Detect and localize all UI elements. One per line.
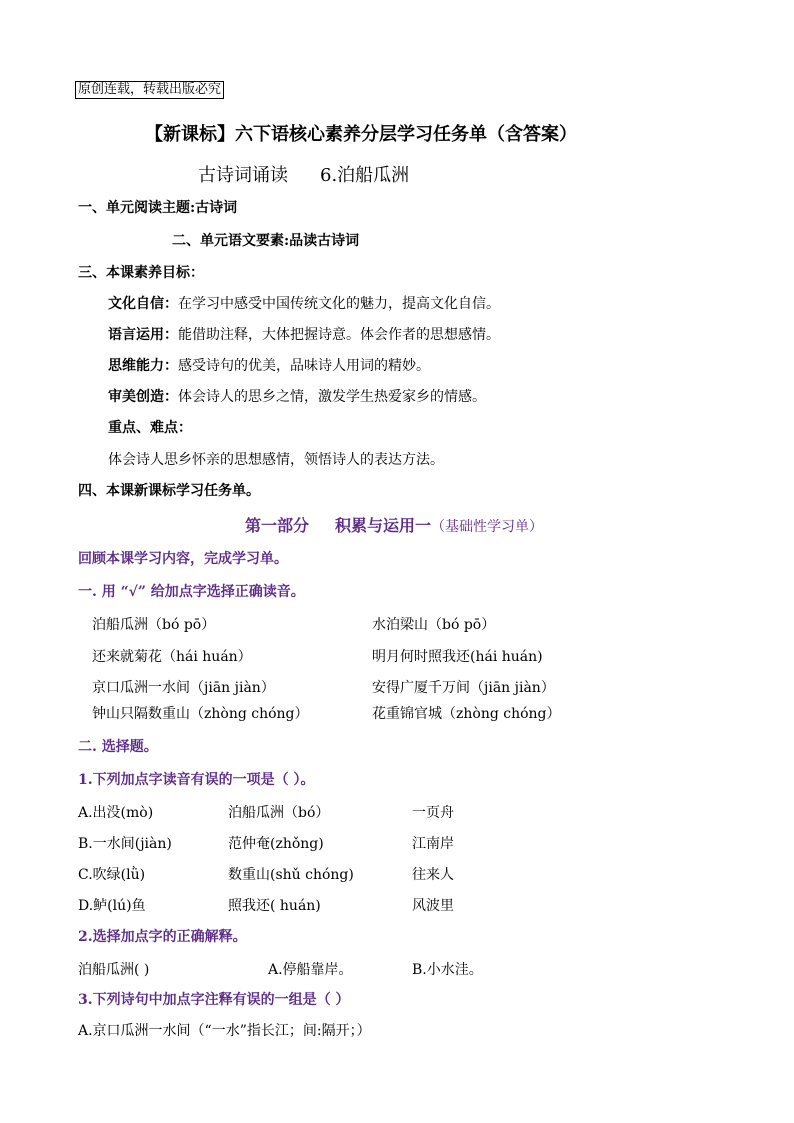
pinyin-item: 水泊梁山（bó pō） xyxy=(372,617,496,633)
goal-text: 能借助注释，大体把握诗意。体会作者的思想感情。 xyxy=(178,327,500,343)
q2-title: 二. 选择题。 xyxy=(78,739,158,755)
intro-text: 回顾本课学习内容，完成学习单。 xyxy=(78,551,288,567)
option-d-2: 照我还( huán) xyxy=(228,898,321,914)
q1-title: 一. 用 “√” 给加点字选择正确读音。 xyxy=(78,584,305,600)
q2-2-option-b: B.小水洼。 xyxy=(412,962,483,978)
option-a: A.出没(mò) xyxy=(78,805,154,821)
pinyin-item: 京口瓜洲一水间（jiān jiàn） xyxy=(92,680,275,696)
section-theme: 一、单元阅读主题:古诗词 xyxy=(78,200,238,216)
q2-3-title: 3.下列诗句中加点字注释有误的一组是（ ） xyxy=(78,992,350,1008)
goal-aesthetic xyxy=(108,386,486,406)
goal-text: 体会诗人的思乡之情，激发学生热爱家乡的情感。 xyxy=(178,389,486,405)
pinyin-item: 花重锦官城（zhòng chóng） xyxy=(372,706,561,722)
option-c-3: 往来人 xyxy=(412,867,454,883)
part1-name: 积累与运用一 xyxy=(335,516,432,535)
goal-label: 语言运用： xyxy=(108,327,178,343)
part1-heading xyxy=(245,513,543,536)
pinyin-item: 安得广厦千万间（jiān jiàn） xyxy=(372,680,555,696)
option-d-3: 风波里 xyxy=(412,898,454,914)
q2-3-option-a: A.京口瓜洲一水间（“一水”指长江；间:隔开；） xyxy=(78,1023,371,1039)
option-b-2: 范仲奄(zhǒng) xyxy=(228,836,324,852)
option-a-3: 一页舟 xyxy=(412,805,454,821)
goal-text: 感受诗句的优美，品味诗人用词的精妙。 xyxy=(178,358,430,374)
pinyin-item: 钟山只隔数重山（zhòng chóng） xyxy=(92,706,309,722)
section-elements: 二、单元语文要素:品读古诗词 xyxy=(172,233,360,249)
subtitle-right: 6.泊船瓜洲 xyxy=(320,165,410,186)
part1-title: 第一部分 xyxy=(245,516,310,535)
key-points-label: 重点、难点： xyxy=(108,420,192,436)
option-b: B.一水间(jiàn) xyxy=(78,836,172,852)
goal-language xyxy=(108,324,500,344)
part1-sub: （基础性学习单） xyxy=(431,519,544,535)
goal-culture xyxy=(108,293,500,313)
copyright-stamp: 原创连载，转载出版必究 xyxy=(75,81,224,99)
q2-2-title: 2.选择加点字的正确解释。 xyxy=(78,929,247,945)
option-c: C.吹绿(lǜ) xyxy=(78,867,146,883)
option-a-2: 泊船瓜洲（bó） xyxy=(228,805,330,821)
section-goals: 三、本课素养目标： xyxy=(78,265,204,281)
goal-text: 在学习中感受中国传统文化的魅力，提高文化自信。 xyxy=(178,296,500,312)
goal-label: 思维能力： xyxy=(108,358,178,374)
pinyin-item: 明月何时照我还(hái huán) xyxy=(372,649,543,665)
goal-label: 审美创造： xyxy=(108,389,178,405)
q2-2-stem: 泊船瓜洲( ) xyxy=(78,962,150,978)
page-title: 【新课标】六下语核心素养分层学习任务单（含答案） xyxy=(145,124,577,145)
pinyin-item: 泊船瓜洲（bó pō） xyxy=(92,617,216,633)
pinyin-item: 还来就菊花（hái huán） xyxy=(92,649,252,665)
lesson-subtitle xyxy=(198,161,409,187)
q2-1-title: 1.下列加点字读音有误的一项是（ ）。 xyxy=(78,772,315,788)
option-d: D.鲈(lú)鱼 xyxy=(78,898,146,914)
q2-2-option-a: A.停船靠岸。 xyxy=(268,962,353,978)
section-tasks: 四、本课新课标学习任务单。 xyxy=(78,483,260,499)
goal-thinking xyxy=(108,355,430,375)
goal-label: 文化自信： xyxy=(108,296,178,312)
option-b-3: 江南岸 xyxy=(412,836,454,852)
option-c-2: 数重山(shǔ chóng) xyxy=(228,867,354,883)
subtitle-left: 古诗词诵读 xyxy=(198,165,288,186)
key-points-text: 体会诗人思乡怀亲的思想感情，领悟诗人的表达方法。 xyxy=(108,452,444,468)
